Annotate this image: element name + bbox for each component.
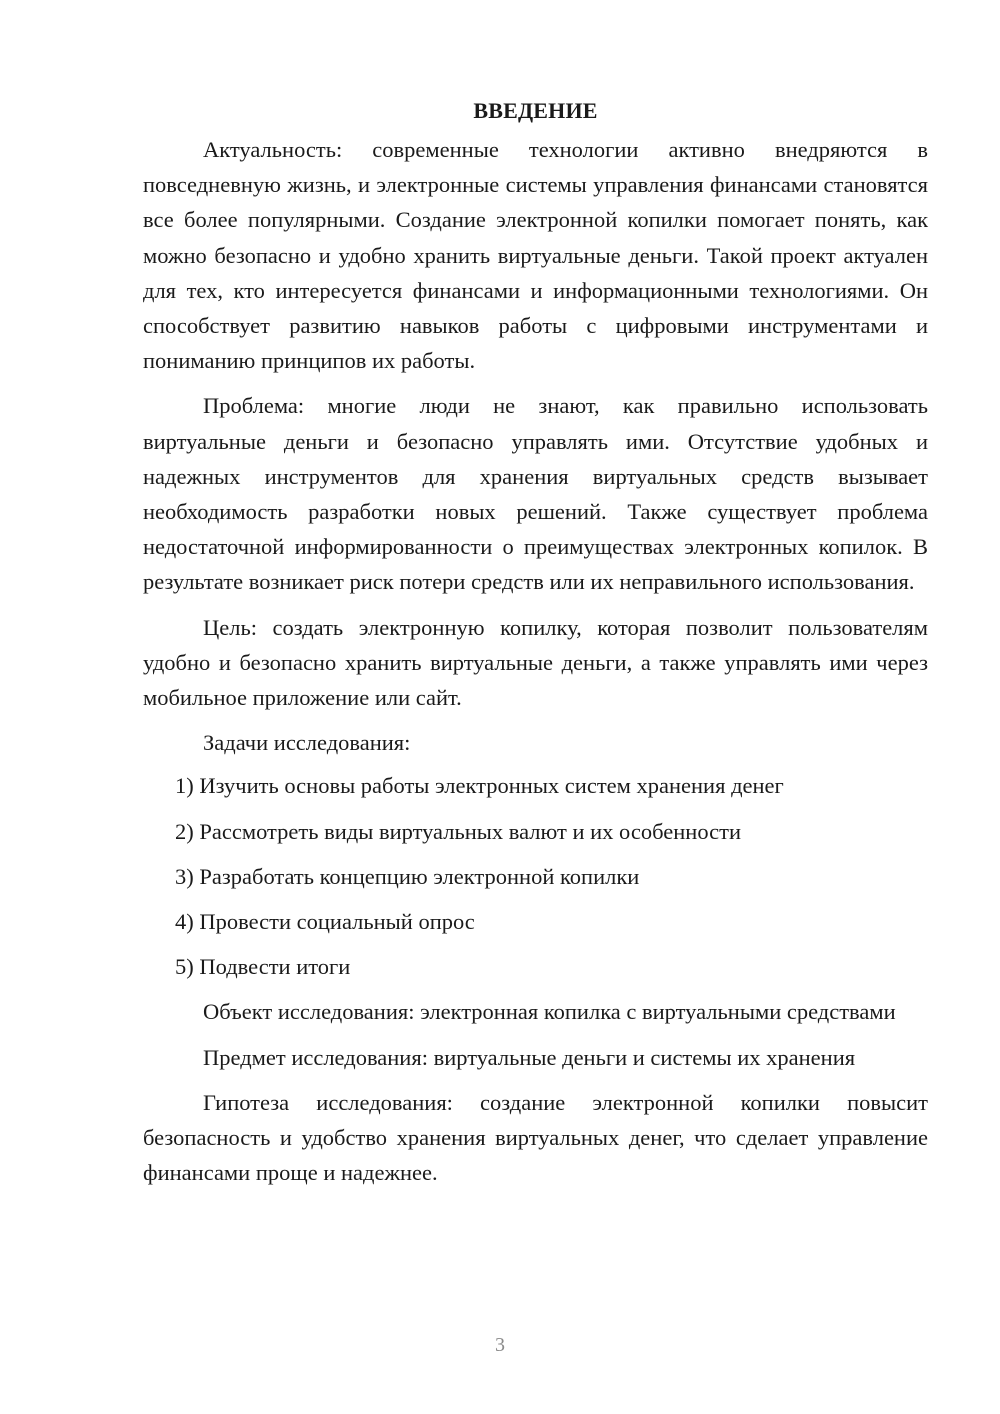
tasks-title: Задачи исследования: (203, 730, 411, 756)
task-item-4: 4) Провести социальный опрос (175, 909, 475, 935)
tasks-list (143, 768, 928, 984)
task-item-1: 1) Изучить основы работы электронных систем хранения денег (175, 773, 784, 799)
page-heading: ВВЕДЕНИЕ (473, 98, 598, 123)
task-item-3: 3) Разработать концепцию электронной копилки (175, 863, 640, 889)
object-paragraph: Объект исследования: электронная копилка с виртуальными средствами (203, 999, 896, 1025)
relevance-paragraph: Актуальность: современные технологии активно внедряются в повседневную жизнь, и электронные системы управления финансами становятся все более популярными. Создание электронной копилки помогает понять, как можно безопасно и удобно хранить виртуальные деньги. Такой проект актуален для тех, кто интересуется финансами и информационными технологиями. Он способствует развитию навыков работы с цифровыми инструментами и пониманию принципов их работы. (143, 137, 928, 374)
problem-paragraph: Проблема: многие люди не знают, как правильно использовать виртуальные деньги и безопасно управлять ими. Отсутствие удобных и надежных инструментов для хранения виртуальных средств вызывает необходимость разработки новых решений. Также существует проблема недостаточной информированности о преимуществах электронных копилок. В результате возникает риск потери средств или их неправильного использования. (143, 393, 928, 595)
page-number: 3 (495, 1334, 505, 1356)
task-item-5: 5) Подвести итоги (175, 954, 351, 980)
hypothesis-paragraph: Гипотеза исследования: создание электронной копилки повысит безопасность и удобство хранения виртуальных денег, что сделает управление финансами проще и надежнее. (143, 1089, 928, 1186)
document-body (143, 96, 928, 1200)
task-item-2: 2) Рассмотреть виды виртуальных валют и их особенности (175, 818, 741, 844)
subject-paragraph: Предмет исследования: виртуальные деньги и системы их хранения (203, 1044, 856, 1070)
goal-paragraph: Цель: создать электронную копилку, которая позволит пользователям удобно и безопасно хранить виртуальные деньги, а также управлять ими через мобильное приложение или сайт. (143, 614, 928, 711)
